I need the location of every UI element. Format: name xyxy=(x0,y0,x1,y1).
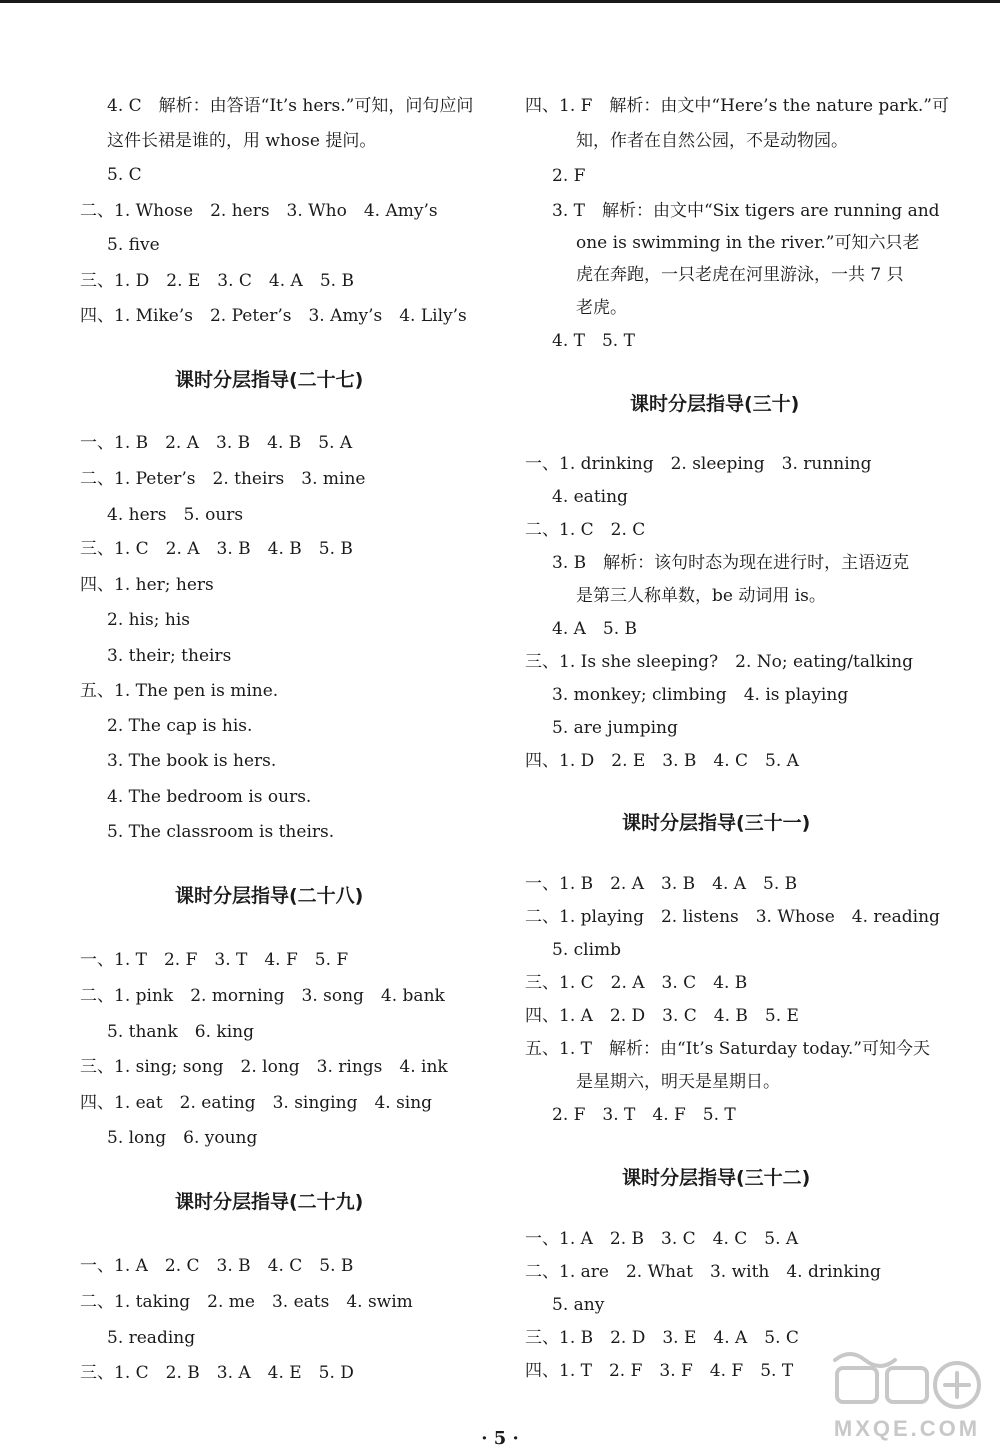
answer-line: 三、1. sing; song 2. long 3. rings 4. ink xyxy=(80,1057,448,1077)
answer-line: 老虎。 xyxy=(576,298,627,318)
answer-line: 4. T 5. T xyxy=(552,331,635,351)
answer-line: 三、1. D 2. E 3. C 4. A 5. B xyxy=(80,271,354,291)
answer-line: 3. B 解析：该句时态为现在进行时，主语迈克 xyxy=(552,553,910,573)
answer-line: 四、1. eat 2. eating 3. singing 4. sing xyxy=(80,1093,433,1113)
answer-line: 五、1. The pen is mine. xyxy=(80,681,279,701)
section-heading: 课时分层指导(二十八) xyxy=(175,885,364,907)
answer-line: 四、1. A 2. D 3. C 4. B 5. E xyxy=(525,1006,799,1026)
answer-line: 2. F xyxy=(552,166,586,186)
answer-line: 3. The book is hers. xyxy=(107,751,277,771)
answer-line: 3. T 解析：由文中“Six tigers are running and xyxy=(552,201,940,221)
answer-line: 5. any xyxy=(552,1295,605,1315)
answer-line: 5. five xyxy=(107,235,160,255)
answer-line: 二、1. playing 2. listens 3. Whose 4. reading xyxy=(525,907,940,927)
answer-line: 一、1. A 2. B 3. C 4. C 5. A xyxy=(525,1229,799,1249)
answer-line: 4. C 解析：由答语“It’s hers.”可知，问句应问 xyxy=(107,96,474,116)
answer-line: 一、1. A 2. C 3. B 4. C 5. B xyxy=(80,1256,354,1276)
answer-line: 二、1. taking 2. me 3. eats 4. swim xyxy=(80,1292,413,1312)
answer-line: 二、1. pink 2. morning 3. song 4. bank xyxy=(80,986,445,1006)
answer-line: 三、1. Is she sleeping? 2. No; eating/talking xyxy=(525,652,914,672)
answer-line: 虎在奔跑，一只老虎在河里游泳，一共 7 只 xyxy=(576,265,904,285)
answer-line: 二、1. C 2. C xyxy=(525,520,646,540)
answer-line: 5. reading xyxy=(107,1328,196,1348)
answer-line: 四、1. Mike’s 2. Peter’s 3. Amy’s 4. Lily’s xyxy=(80,306,467,326)
answer-line: one is swimming in the river.”可知六只老 xyxy=(576,233,920,253)
answer-line: 四、1. T 2. F 3. F 4. F 5. T xyxy=(525,1361,794,1381)
answer-line: 2. his; his xyxy=(107,610,190,630)
section-heading: 课时分层指导(三十) xyxy=(630,393,800,415)
answer-line: 4. hers 5. ours xyxy=(107,505,244,525)
section-heading: 课时分层指导(三十一) xyxy=(622,812,811,834)
watermark-logo xyxy=(825,1340,990,1450)
answer-line: 是星期六，明天是星期日。 xyxy=(576,1072,780,1092)
answer-line: 2. F 3. T 4. F 5. T xyxy=(552,1105,736,1125)
answer-line: 三、1. B 2. D 3. E 4. A 5. C xyxy=(525,1328,799,1348)
answer-line: 二、1. Peter’s 2. theirs 3. mine xyxy=(80,469,366,489)
answer-line: 四、1. D 2. E 3. B 4. C 5. A xyxy=(525,751,799,771)
answer-line: 三、1. C 2. A 3. B 4. B 5. B xyxy=(80,539,353,559)
answer-line: 5. climb xyxy=(552,940,622,960)
answer-line: 四、1. F 解析：由文中“Here’s the nature park.”可 xyxy=(525,96,949,116)
answer-line: 3. monkey; climbing 4. is playing xyxy=(552,685,849,705)
section-heading: 课时分层指导(三十二) xyxy=(622,1167,811,1189)
svg-text:MXQE.COM: MXQE.COM xyxy=(833,1416,981,1441)
answer-line: 一、1. drinking 2. sleeping 3. running xyxy=(525,454,872,474)
answer-line: 三、1. C 2. A 3. C 4. B xyxy=(525,973,748,993)
answer-line: 这件长裙是谁的，用 whose 提问。 xyxy=(107,131,377,151)
answer-line: 二、1. are 2. What 3. with 4. drinking xyxy=(525,1262,881,1282)
answer-line: 4. The bedroom is ours. xyxy=(107,787,312,807)
answer-line: 是第三人称单数，be 动词用 is。 xyxy=(576,586,826,606)
answer-line: 五、1. T 解析：由“It’s Saturday today.”可知今天 xyxy=(525,1039,930,1059)
answer-line: 5. are jumping xyxy=(552,718,678,738)
answer-line: 5. C xyxy=(107,165,142,185)
section-heading: 课时分层指导(二十九) xyxy=(175,1191,364,1213)
answer-line: 4. A 5. B xyxy=(552,619,638,639)
answer-line: 四、1. her; hers xyxy=(80,575,214,595)
answer-line: 知，作者在自然公园，不是动物园。 xyxy=(576,131,848,151)
answer-line: 4. eating xyxy=(552,487,628,507)
answer-line: 一、1. B 2. A 3. B 4. A 5. B xyxy=(525,874,798,894)
answer-line: 5. The classroom is theirs. xyxy=(107,822,335,842)
answer-line: 一、1. T 2. F 3. T 4. F 5. F xyxy=(80,950,349,970)
answer-line: 5. thank 6. king xyxy=(107,1022,254,1042)
answer-line: 3. their; theirs xyxy=(107,646,232,666)
top-rule xyxy=(0,0,1000,3)
answer-line: 2. The cap is his. xyxy=(107,716,253,736)
answer-line: 二、1. Whose 2. hers 3. Who 4. Amy’s xyxy=(80,201,438,221)
answer-line: 一、1. B 2. A 3. B 4. B 5. A xyxy=(80,433,353,453)
answer-line: 5. long 6. young xyxy=(107,1128,258,1148)
answer-line: 三、1. C 2. B 3. A 4. E 5. D xyxy=(80,1363,354,1383)
page-number: · 5 · xyxy=(481,1428,519,1449)
section-heading: 课时分层指导(二十七) xyxy=(175,369,364,391)
